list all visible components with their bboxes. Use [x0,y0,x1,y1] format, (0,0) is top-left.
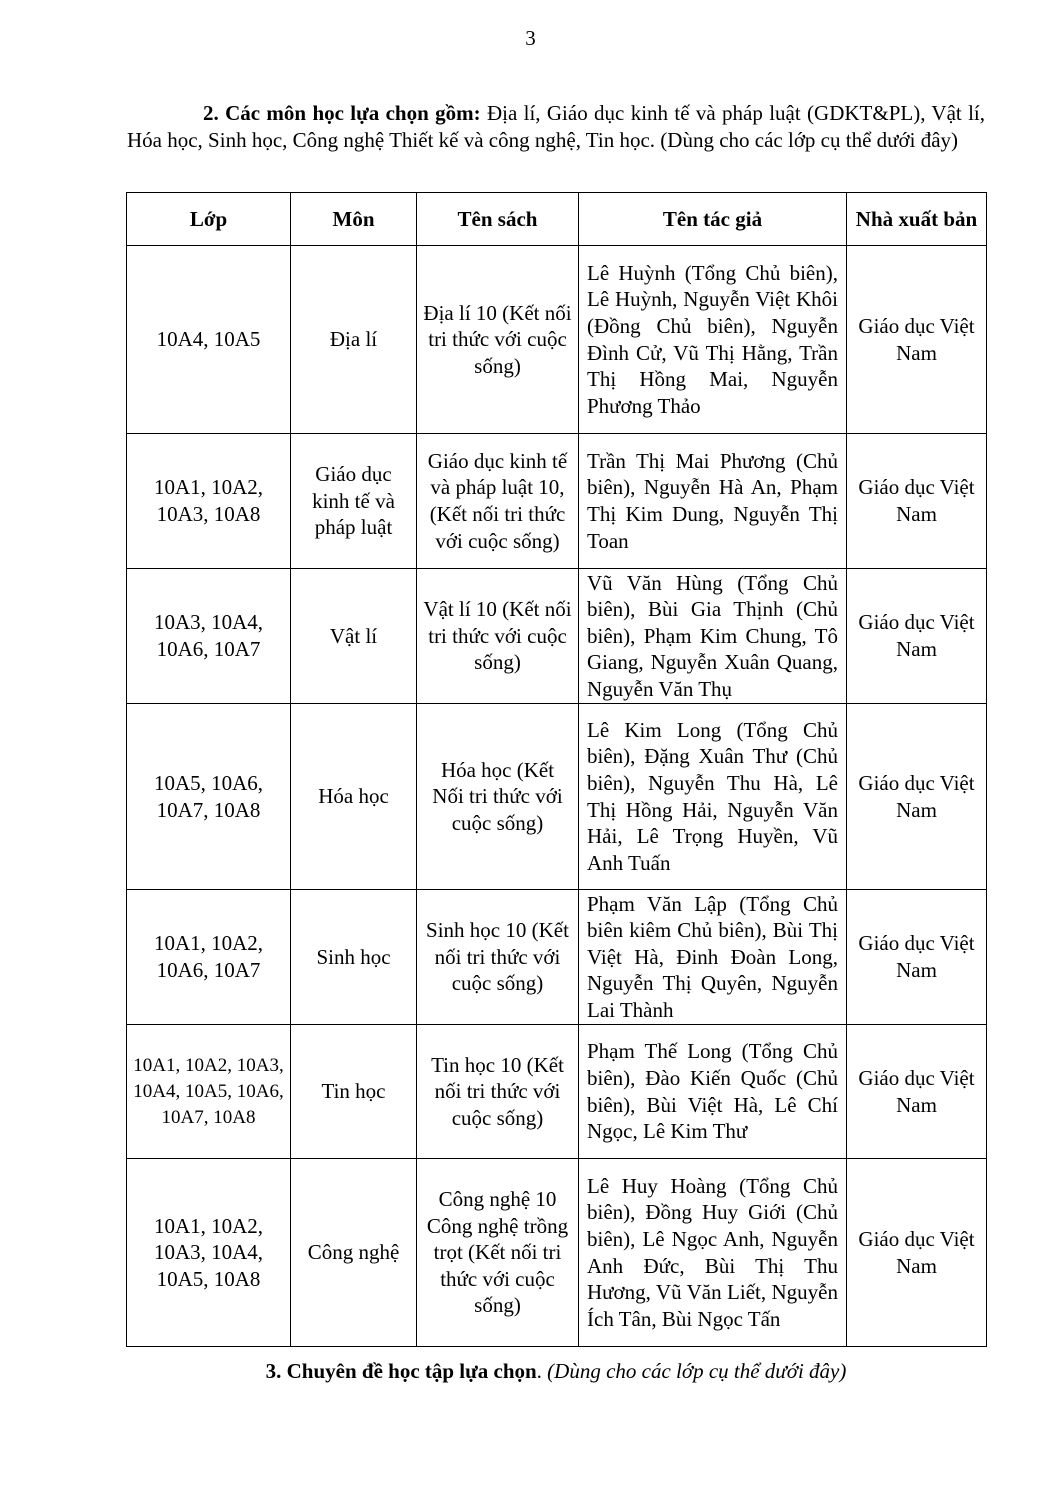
textbook-table [126,192,987,1347]
table-row [127,569,987,704]
header-subject: Môn [291,193,417,246]
section-3-note: (Dùng cho các lớp cụ thể dưới đây) [547,1359,847,1383]
section-2-text: Địa lí, Giáo dục kinh tế và pháp luật (GDKT&PL), Vật lí, Hóa học, Sinh học, Công nghệ Thiết kế và công nghệ, Tin học. (Dùng cho các lớp cụ thể dưới đây) [127,101,986,152]
page-number: 3 [525,26,536,50]
cell-publisher: Giáo dục Việt Nam [847,246,987,434]
section-2-heading: 2. Các môn học lựa chọn gồm: [203,101,481,125]
cell-publisher: Giáo dục Việt Nam [847,890,987,1025]
cell-authors: Trần Thị Mai Phương (Chủ biên), Nguyễn Hà An, Phạm Thị Kim Dung, Nguyễn Thị Toan [579,434,847,569]
cell-grades: 10A5, 10A6, 10A7, 10A8 [127,704,291,890]
cell-grades: 10A1, 10A2, 10A3, 10A4, 10A5, 10A6, 10A7, 10A8 [127,1025,291,1159]
cell-grades: 10A4, 10A5 [127,246,291,434]
cell-authors: Lê Huỳnh (Tổng Chủ biên), Lê Huỳnh, Nguyễn Việt Khôi (Đồng Chủ biên), Nguyễn Đình Cử, Vũ Thị Hằng, Trần Thị Hồng Mai, Nguyễn Phương Thảo [579,246,847,434]
cell-subject: Tin học [291,1025,417,1159]
cell-authors: Lê Kim Long (Tổng Chủ biên), Đặng Xuân Thư (Chủ biên), Nguyễn Thu Hà, Lê Thị Hồng Hải, Nguyễn Văn Hải, Lê Trọng Huyền, Vũ Anh Tuấn [579,704,847,890]
cell-grades: 10A1, 10A2, 10A6, 10A7 [127,890,291,1025]
cell-book-title: Công nghệ 10 Công nghệ trồng trọt (Kết nối tri thức với cuộc sống) [417,1159,579,1347]
cell-publisher: Giáo dục Việt Nam [847,1159,987,1347]
cell-subject: Công nghệ [291,1159,417,1347]
cell-subject: Hóa học [291,704,417,890]
table-row [127,890,987,1025]
section-3-heading: 3. Chuyên đề học tập lựa chọn [265,1359,537,1383]
cell-subject: Sinh học [291,890,417,1025]
cell-publisher: Giáo dục Việt Nam [847,569,987,704]
cell-authors: Phạm Văn Lập (Tổng Chủ biên kiêm Chủ biên), Bùi Thị Việt Hà, Đinh Đoàn Long, Nguyễn Thị Quyên, Nguyễn Lai Thành [579,890,847,1025]
cell-book-title: Vật lí 10 (Kết nối tri thức với cuộc sống) [417,569,579,704]
header-grade: Lớp [127,193,291,246]
cell-grades: 10A1, 10A2, 10A3, 10A8 [127,434,291,569]
table-row [127,704,987,890]
header-book-title: Tên sách [417,193,579,246]
cell-authors: Lê Huy Hoàng (Tổng Chủ biên), Đồng Huy Giới (Chủ biên), Lê Ngọc Anh, Nguyễn Anh Đức, Bùi Thị Thu Hương, Vũ Văn Liết, Nguyễn Ích Tân, Bùi Ngọc Tấn [579,1159,847,1347]
header-authors: Tên tác giả [579,193,847,246]
cell-publisher: Giáo dục Việt Nam [847,1025,987,1159]
cell-book-title: Tin học 10 (Kết nối tri thức với cuộc sống) [417,1025,579,1159]
cell-publisher: Giáo dục Việt Nam [847,434,987,569]
cell-grades: 10A1, 10A2, 10A3, 10A4, 10A5, 10A8 [127,1159,291,1347]
cell-subject: Giáo dục kinh tế và pháp luật [291,434,417,569]
cell-grades: 10A3, 10A4, 10A6, 10A7 [127,569,291,704]
table-row [127,1159,987,1347]
cell-book-title: Giáo dục kinh tế và pháp luật 10, (Kết nối tri thức với cuộc sống) [417,434,579,569]
header-publisher: Nhà xuất bản [847,193,987,246]
cell-subject: Vật lí [291,569,417,704]
table-row [127,434,987,569]
cell-publisher: Giáo dục Việt Nam [847,704,987,890]
cell-book-title: Hóa học (Kết Nối tri thức với cuộc sống) [417,704,579,890]
cell-subject: Địa lí [291,246,417,434]
table-row [127,246,987,434]
table-row [127,1025,987,1159]
intro-paragraph [127,100,985,154]
cell-authors: Phạm Thế Long (Tổng Chủ biên), Đào Kiến Quốc (Chủ biên), Bùi Việt Hà, Lê Chí Ngọc, Lê Kim Thư [579,1025,847,1159]
cell-book-title: Địa lí 10 (Kết nối tri thức với cuộc sống) [417,246,579,434]
cell-authors: Vũ Văn Hùng (Tổng Chủ biên), Bùi Gia Thịnh (Chủ biên), Phạm Kim Chung, Tô Giang, Nguyễn Xuân Quang, Nguyễn Văn Thụ [579,569,847,704]
cell-book-title: Sinh học 10 (Kết nối tri thức với cuộc sống) [417,890,579,1025]
section-3-line: 3. Chuyên đề học tập lựa chọn. (Dùng cho các lớp cụ thể dưới đây) [265,1359,847,1383]
table-header-row [127,193,987,246]
